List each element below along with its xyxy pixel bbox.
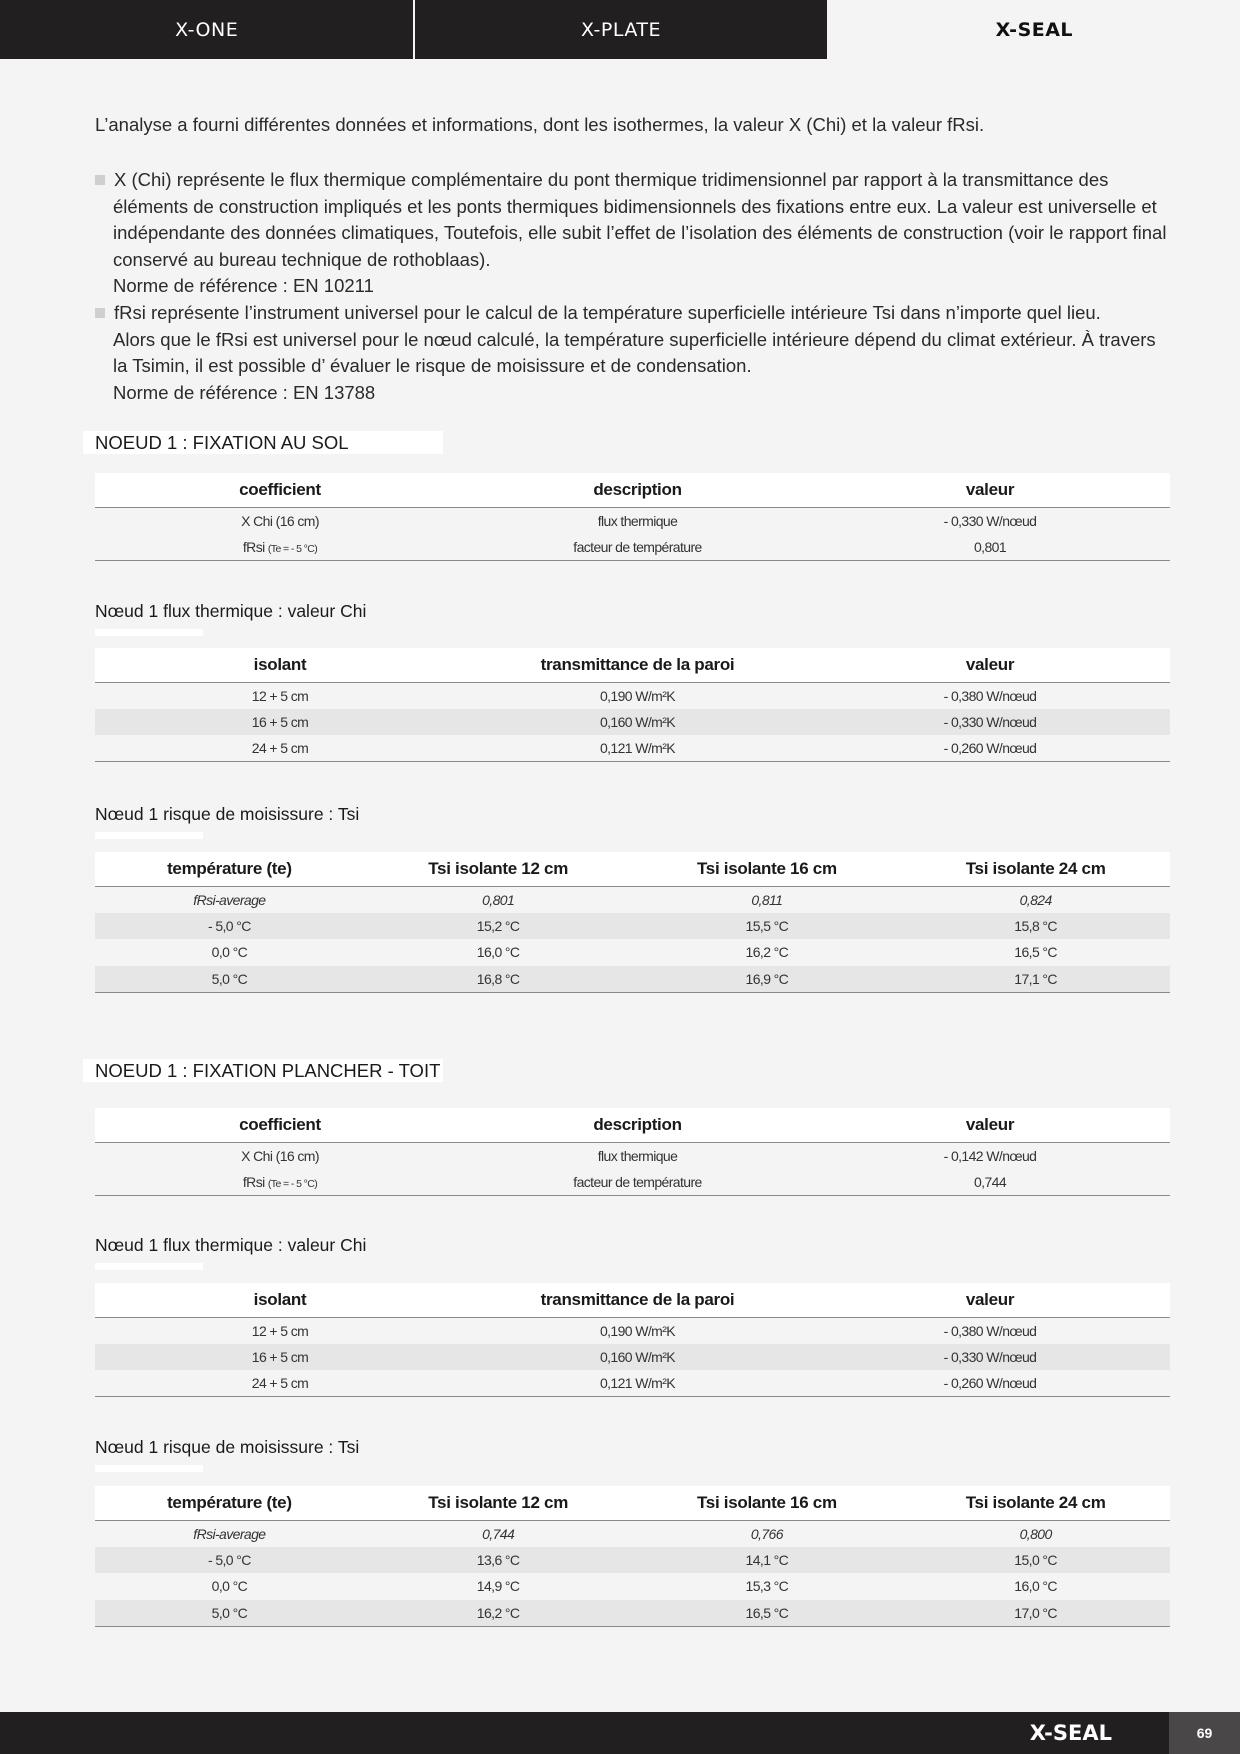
table-row xyxy=(95,913,1170,940)
tsi-table xyxy=(95,852,1170,993)
table-cell: 15,2 °C xyxy=(364,913,633,940)
table-row xyxy=(95,735,1170,762)
table-cell: 0,801 xyxy=(810,534,1170,561)
table-cell: - 0,260 W/nœud xyxy=(810,1370,1170,1397)
bullet-line: conservé au bureau technique de rothoblaas). xyxy=(113,248,491,270)
table-cell: 0,160 W/m²K xyxy=(465,1344,810,1371)
table-cell: 0,800 xyxy=(1019,1525,1052,1542)
tab-x-plate[interactable]: X-PLATE xyxy=(413,0,826,59)
column-header: description xyxy=(465,473,810,507)
bullet-line: la Tsimin, il est possible d’ évaluer le risque de moisissure et de condensation. xyxy=(113,355,752,377)
table-cell: 14,1 °C xyxy=(633,1547,902,1574)
subsection-title xyxy=(95,601,366,622)
subsection-title xyxy=(95,1437,359,1458)
table-row xyxy=(95,1573,1170,1600)
coefficient-subscript: (Te = - 5 °C) xyxy=(267,1177,318,1190)
table-row xyxy=(95,709,1170,736)
title-underline xyxy=(95,629,203,636)
title-underline xyxy=(95,832,203,839)
table-cell: - 0,330 W/nœud xyxy=(943,512,1037,529)
column-header: Tsi isolante 12 cm xyxy=(364,852,633,886)
table-row xyxy=(95,534,1170,561)
subsection-title-text: Nœud 1 flux thermique : valeur Chi xyxy=(95,601,367,621)
table-cell: 12 + 5 cm xyxy=(251,1322,309,1339)
table-cell: 17,0 °C xyxy=(901,1600,1170,1627)
bullet-line: X (Chi) représente le flux thermique complémentaire du pont thermique tridimensionnel par rapport à la transmittance des xyxy=(114,169,1109,190)
table-cell: 16 + 5 cm xyxy=(95,1344,465,1371)
section-title: NOEUD 1 : FIXATION AU SOL xyxy=(83,431,443,454)
table-cell: 15,5 °C xyxy=(633,913,902,940)
product-tabs xyxy=(0,0,1240,59)
table-cell: 15,8 °C xyxy=(901,913,1170,940)
subsection-title xyxy=(95,804,359,825)
bullet-list xyxy=(95,167,1175,406)
reference-norm: Norme de référence : EN 13788 xyxy=(113,381,376,403)
page-footer xyxy=(0,1712,1240,1754)
bullet-line: indépendante des données climatiques, Toutefois, elle subit l’effet de l’isolation des éléments de construction (voir le rapport final xyxy=(113,222,1167,244)
bullet-line: éléments de construction impliqués et les ponts thermiques bidimensionnels des fixations entre eux. La valeur est universelle et xyxy=(113,195,1157,217)
subsection-title xyxy=(95,1235,366,1256)
coefficient-table xyxy=(95,1108,1170,1196)
table-cell: 0,0 °C xyxy=(211,944,248,961)
table-cell: 0,121 W/m²K xyxy=(465,735,810,762)
table-row xyxy=(95,682,1170,709)
table-cell: 0,801 xyxy=(482,891,515,908)
column-header: coefficient xyxy=(95,1108,465,1142)
title-underline xyxy=(95,1465,203,1472)
table-row xyxy=(95,939,1170,966)
table-cell: 15,0 °C xyxy=(901,1547,1170,1574)
table-cell: 0,0 °C xyxy=(211,1578,248,1595)
table-cell: 0,190 W/m²K xyxy=(599,687,676,704)
table-cell: 5,0 °C xyxy=(95,1600,364,1627)
table-cell: 13,6 °C xyxy=(364,1547,633,1574)
table-cell: - 5,0 °C xyxy=(95,1547,364,1574)
table-cell: 24 + 5 cm xyxy=(95,735,465,762)
column-header: isolant xyxy=(95,648,465,682)
table-cell: flux thermique xyxy=(597,1147,678,1164)
table-cell: 16,8 °C xyxy=(364,966,633,993)
coefficient-table xyxy=(95,473,1170,561)
table-row xyxy=(95,1520,1170,1547)
table-row xyxy=(95,507,1170,534)
bullet-frsi xyxy=(95,300,1175,406)
column-header: isolant xyxy=(95,1283,465,1317)
subsection-title-text: Nœud 1 risque de moisissure : Tsi xyxy=(95,804,360,824)
table-cell: - 5,0 °C xyxy=(95,913,364,940)
tsi-table xyxy=(95,1486,1170,1627)
table-cell: 0,121 W/m²K xyxy=(465,1370,810,1397)
column-header: description xyxy=(465,1108,810,1142)
coefficient-subscript: (Te = - 5 °C) xyxy=(267,542,318,555)
column-header: valeur xyxy=(810,473,1170,507)
coefficient-label: fRsi xyxy=(242,538,265,555)
table-cell: 0,766 xyxy=(750,1525,783,1542)
table-cell: 16,2 °C xyxy=(364,1600,633,1627)
title-underline xyxy=(95,1263,203,1270)
table-cell: 0,824 xyxy=(1019,891,1052,908)
table-cell: 17,1 °C xyxy=(901,966,1170,993)
table-cell: 16,5 °C xyxy=(633,1600,902,1627)
footer-product-name: X-SEAL xyxy=(1029,1721,1112,1745)
bullet-square-icon xyxy=(95,175,105,185)
table-cell: 16,0 °C xyxy=(476,944,520,961)
table-cell xyxy=(95,534,465,561)
table-cell: facteur de température xyxy=(465,1169,810,1196)
table-cell: X Chi (16 cm) xyxy=(241,1147,319,1164)
table-cell xyxy=(95,1169,465,1196)
table-cell: 0,744 xyxy=(482,1525,515,1542)
table-cell: 0,160 W/m²K xyxy=(465,709,810,736)
reference-norm: Norme de référence : EN 10211 xyxy=(113,275,374,297)
column-header: Tsi isolante 16 cm xyxy=(633,852,902,886)
table-cell: 0,190 W/m²K xyxy=(599,1322,676,1339)
column-header: valeur xyxy=(810,648,1170,682)
chi-table xyxy=(95,1283,1170,1397)
column-header: valeur xyxy=(810,1108,1170,1142)
column-header: coefficient xyxy=(95,473,465,507)
table-row xyxy=(95,966,1170,993)
table-cell: - 0,260 W/nœud xyxy=(810,735,1170,762)
table-cell: 16 + 5 cm xyxy=(95,709,465,736)
column-header: Tsi isolante 24 cm xyxy=(901,852,1170,886)
table-row xyxy=(95,1169,1170,1196)
table-cell: - 0,330 W/nœud xyxy=(810,709,1170,736)
table-cell: 16,0 °C xyxy=(1014,1578,1057,1595)
section-title: NOEUD 1 : FIXATION PLANCHER - TOIT xyxy=(83,1059,443,1082)
table-cell: fRsi-average xyxy=(193,1525,266,1542)
table-row xyxy=(95,1142,1170,1169)
table-row xyxy=(95,1600,1170,1627)
table-cell: 16,9 °C xyxy=(633,966,902,993)
table-cell: - 0,380 W/nœud xyxy=(943,1322,1037,1339)
column-header: Tsi isolante 16 cm xyxy=(633,1486,902,1520)
table-cell: - 0,142 W/nœud xyxy=(943,1147,1037,1164)
table-row xyxy=(95,1370,1170,1397)
tab-x-one[interactable]: X-ONE xyxy=(175,18,239,41)
table-cell: flux thermique xyxy=(597,512,678,529)
intro-text: L’analyse a fourni différentes données et informations, dont les isothermes, la valeur X (Chi) et la valeur fRsi. xyxy=(95,114,985,135)
column-header: température (te) xyxy=(95,852,364,886)
table-cell: 0,744 xyxy=(810,1169,1170,1196)
column-header: transmittance de la paroi xyxy=(465,648,810,682)
table-cell: X Chi (16 cm) xyxy=(241,512,319,529)
table-cell: 15,3 °C xyxy=(745,1578,789,1595)
table-cell: 5,0 °C xyxy=(95,966,364,993)
coefficient-label: fRsi xyxy=(242,1173,265,1190)
column-header: température (te) xyxy=(95,1486,364,1520)
page-number: 69 xyxy=(1169,1712,1240,1754)
table-row xyxy=(95,1344,1170,1371)
bullet-chi xyxy=(95,167,1175,300)
bullet-line: Alors que le fRsi est universel pour le nœud calculé, la température superficielle intérieure dépend du climat extérieur. À travers xyxy=(113,328,1156,350)
table-cell: 0,811 xyxy=(751,891,783,908)
table-cell: - 0,380 W/nœud xyxy=(943,687,1037,704)
table-cell: 12 + 5 cm xyxy=(251,687,309,704)
column-header: Tsi isolante 24 cm xyxy=(901,1486,1170,1520)
column-header: transmittance de la paroi xyxy=(465,1283,810,1317)
column-header: Tsi isolante 12 cm xyxy=(364,1486,633,1520)
table-cell: 24 + 5 cm xyxy=(95,1370,465,1397)
table-row xyxy=(95,886,1170,913)
table-cell: facteur de température xyxy=(465,534,810,561)
table-cell: 16,5 °C xyxy=(1014,944,1057,961)
table-cell: - 0,330 W/nœud xyxy=(810,1344,1170,1371)
table-row xyxy=(95,1547,1170,1574)
column-header: valeur xyxy=(810,1283,1170,1317)
table-row xyxy=(95,1317,1170,1344)
subsection-title-text: Nœud 1 flux thermique : valeur Chi xyxy=(95,1235,367,1255)
bullet-square-icon xyxy=(95,308,105,318)
subsection-title-text: Nœud 1 risque de moisissure : Tsi xyxy=(95,1437,360,1457)
table-cell: 14,9 °C xyxy=(476,1578,520,1595)
chi-table xyxy=(95,648,1170,762)
tab-x-seal[interactable]: X-SEAL xyxy=(827,0,1240,59)
table-cell: fRsi-average xyxy=(193,891,266,908)
bullet-line: fRsi représente l’instrument universel pour le calcul de la température superficielle intérieure Tsi dans n’importe quel lieu. xyxy=(114,301,1101,323)
table-cell: 16,2 °C xyxy=(745,944,789,961)
